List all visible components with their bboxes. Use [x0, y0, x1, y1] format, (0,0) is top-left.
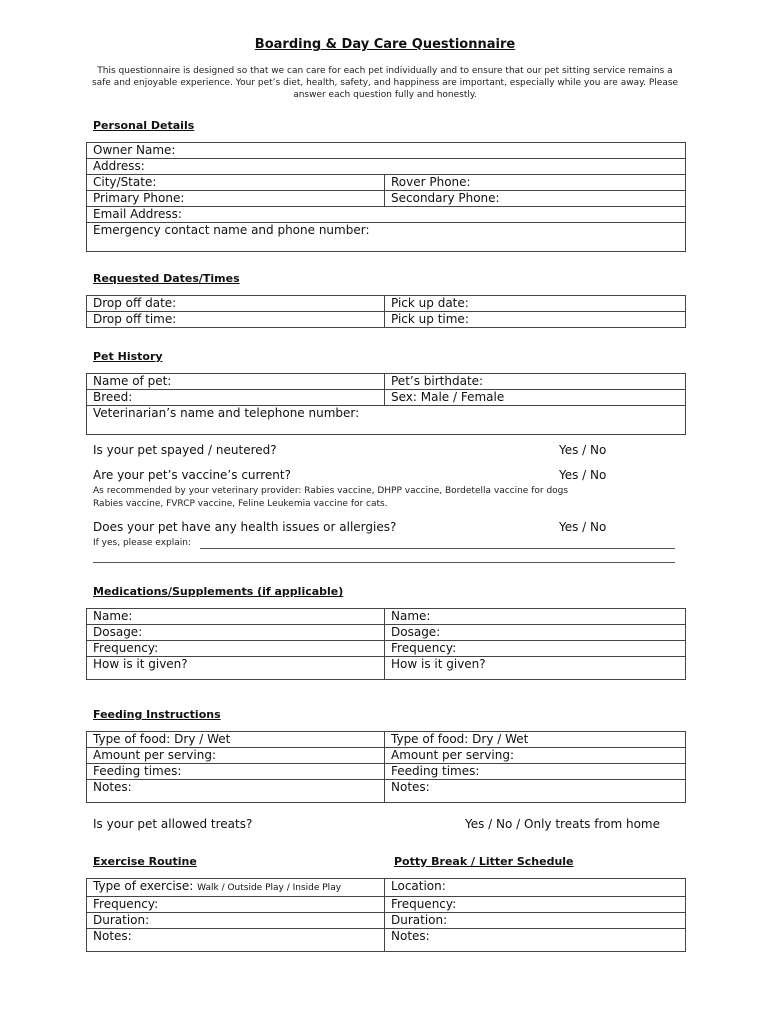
treats-question: Is your pet allowed treats? [93, 817, 253, 831]
personal-details-table [86, 142, 686, 252]
section-pet-history: Pet History [93, 350, 163, 363]
pet-birthdate-field[interactable]: Pet’s birthdate: [385, 374, 686, 390]
med1-dosage-field[interactable]: Dosage: [87, 625, 385, 641]
exercise-duration-field[interactable]: Duration: [87, 913, 385, 929]
treats-answer[interactable]: Yes / No / Only treats from home [465, 817, 660, 831]
med2-frequency-field[interactable]: Frequency: [385, 641, 686, 657]
food2-notes-field[interactable]: Notes: [385, 780, 686, 803]
intro-paragraph: This questionnaire is designed so that we can care for each pet individually and to ensure that our pet sitting service remains a safe and enjoyable experience. Your pet’s diet, health, safety, and happiness are important, especially while you are away. Please answer each question fully and honestly. [91, 66, 679, 100]
exercise-type-options: Walk / Outside Play / Inside Play [197, 883, 342, 893]
potty-frequency-field[interactable]: Frequency: [385, 897, 686, 913]
food1-amount-field[interactable]: Amount per serving: [87, 748, 385, 764]
section-potty-break: Potty Break / Litter Schedule [394, 855, 574, 868]
food1-notes-field[interactable]: Notes: [87, 780, 385, 803]
address-field[interactable]: Address: [87, 159, 686, 175]
city-state-field[interactable]: City/State: [87, 175, 385, 191]
dropoff-date-field[interactable]: Drop off date: [87, 296, 385, 312]
pet-name-field[interactable]: Name of pet: [87, 374, 385, 390]
explain-label: If yes, please explain: [93, 538, 191, 548]
potty-duration-field[interactable]: Duration: [385, 913, 686, 929]
exercise-notes-field[interactable]: Notes: [87, 929, 385, 952]
pickup-time-field[interactable]: Pick up time: [385, 312, 686, 328]
page-title: Boarding & Day Care Questionnaire [254, 37, 516, 52]
email-field[interactable]: Email Address: [87, 207, 686, 223]
section-requested-dates: Requested Dates/Times [93, 272, 240, 285]
secondary-phone-field[interactable]: Secondary Phone: [385, 191, 686, 207]
section-medications: Medications/Supplements (if applicable) [93, 585, 344, 598]
section-feeding: Feeding Instructions [93, 708, 221, 721]
vaccine-note-cats: Rabies vaccine, FVRCP vaccine, Feline Leukemia vaccine for cats. [93, 499, 388, 509]
section-exercise: Exercise Routine [93, 855, 197, 868]
med1-frequency-field[interactable]: Frequency: [87, 641, 385, 657]
med2-name-field[interactable]: Name: [385, 609, 686, 625]
exercise-table [86, 878, 686, 952]
med2-dosage-field[interactable]: Dosage: [385, 625, 686, 641]
potty-location-field[interactable]: Location: [385, 879, 686, 897]
breed-field[interactable]: Breed: [87, 390, 385, 406]
pet-history-table [86, 373, 686, 435]
health-yes-no[interactable]: Yes / No [559, 520, 607, 534]
sex-field[interactable]: Sex: Male / Female [385, 390, 686, 406]
exercise-type-field[interactable] [87, 879, 385, 897]
veterinarian-field[interactable]: Veterinarian’s name and telephone number: [87, 406, 686, 435]
spayed-yes-no[interactable]: Yes / No [559, 443, 607, 457]
food2-type-field[interactable]: Type of food: Dry / Wet [385, 732, 686, 748]
food1-type-field[interactable]: Type of food: Dry / Wet [87, 732, 385, 748]
vaccines-yes-no[interactable]: Yes / No [559, 468, 607, 482]
explain-line-2[interactable] [93, 562, 675, 563]
owner-name-field[interactable]: Owner Name: [87, 143, 686, 159]
dates-table [86, 295, 686, 328]
dropoff-time-field[interactable]: Drop off time: [87, 312, 385, 328]
feeding-table [86, 731, 686, 803]
pickup-date-field[interactable]: Pick up date: [385, 296, 686, 312]
vaccine-note-dogs: As recommended by your veterinary provider: Rabies vaccine, DHPP vaccine, Bordetella vaccine for dogs [93, 486, 569, 496]
med1-given-field[interactable]: How is it given? [87, 657, 385, 680]
exercise-frequency-field[interactable]: Frequency: [87, 897, 385, 913]
med2-given-field[interactable]: How is it given? [385, 657, 686, 680]
spayed-question: Is your pet spayed / neutered? [93, 443, 277, 457]
food2-amount-field[interactable]: Amount per serving: [385, 748, 686, 764]
medications-table [86, 608, 686, 680]
exercise-type-label: Type of exercise: [93, 879, 194, 893]
section-personal-details: Personal Details [93, 119, 195, 132]
food2-times-field[interactable]: Feeding times: [385, 764, 686, 780]
health-question: Does your pet have any health issues or allergies? [93, 520, 397, 534]
emergency-contact-field[interactable]: Emergency contact name and phone number: [87, 223, 686, 252]
vaccines-question: Are your pet’s vaccine’s current? [93, 468, 291, 482]
rover-phone-field[interactable]: Rover Phone: [385, 175, 686, 191]
potty-notes-field[interactable]: Notes: [385, 929, 686, 952]
explain-line-1[interactable] [200, 548, 675, 549]
food1-times-field[interactable]: Feeding times: [87, 764, 385, 780]
med1-name-field[interactable]: Name: [87, 609, 385, 625]
primary-phone-field[interactable]: Primary Phone: [87, 191, 385, 207]
